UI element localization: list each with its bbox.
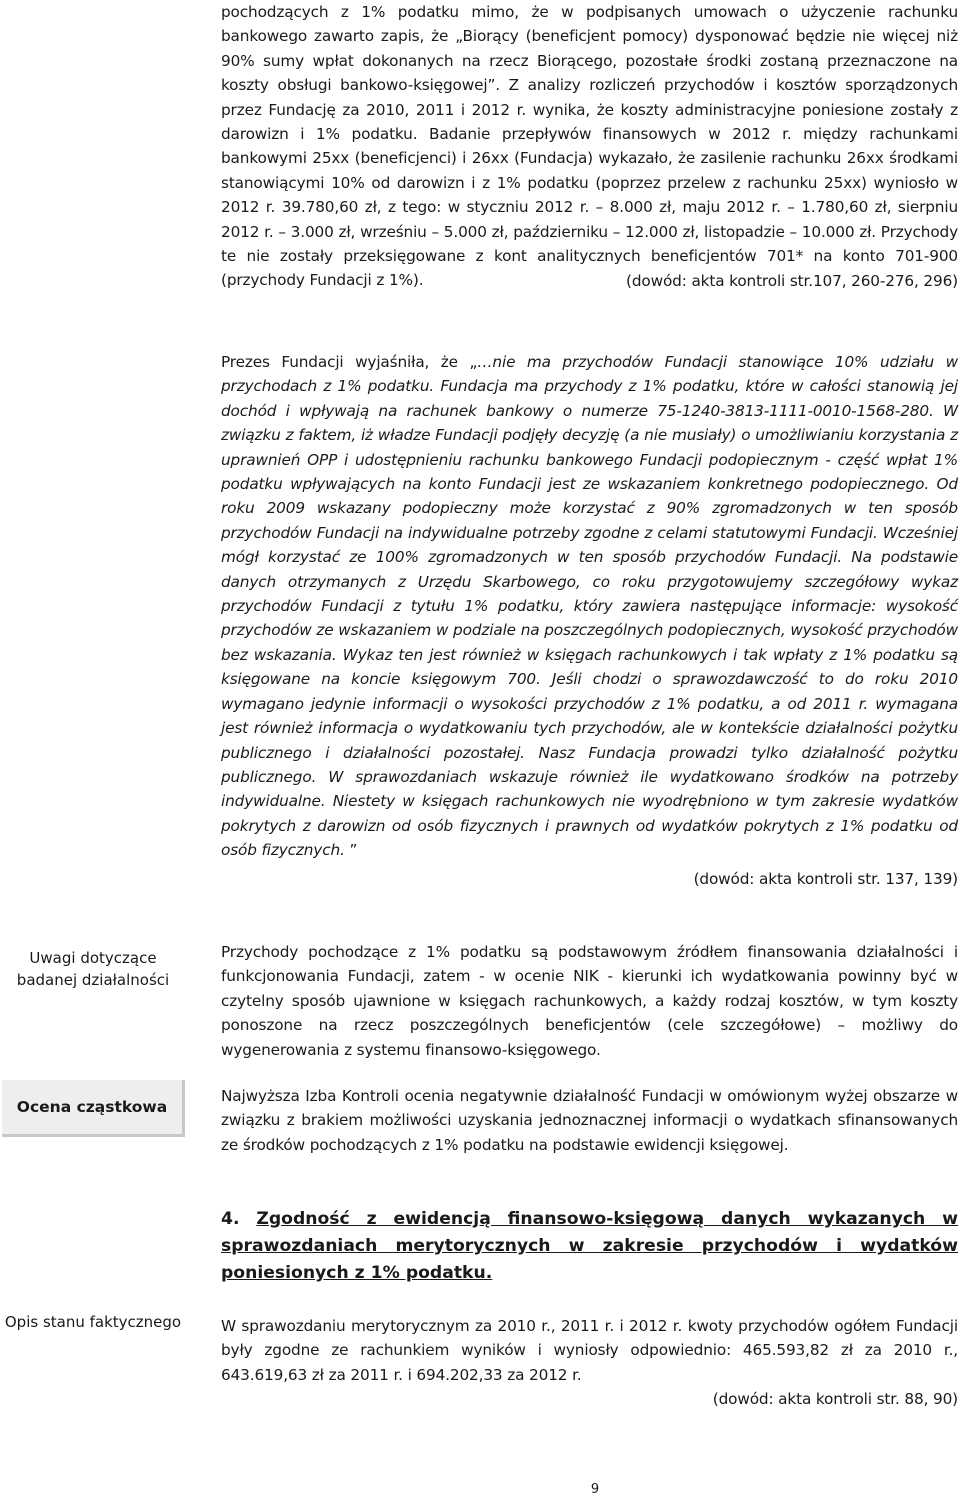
section-heading [221, 1206, 958, 1287]
paragraph-text: W sprawozdaniu merytorycznym za 2010 r., 2011 r. i 2012 r. kwoty przychodów ogółem Fundacji były zgodne ze rachunkiem wyników i wyniosły odpowiednio: 465.593,82 zł za 2010 r., 643.619,63 zł za 2011 r. i 694.202,33 za 2012 r. [221, 1317, 958, 1384]
side-label-facts: Opis stanu faktycznego [4, 1313, 182, 1331]
paragraph-explanation [221, 350, 958, 891]
paragraph-remarks [221, 940, 958, 1062]
evidence-reference: (dowód: akta kontroli str. 137, 139) [693, 869, 958, 888]
paragraph-text: Przychody pochodzące z 1% podatku są podstawowym źródłem finansowania działalności i funkcjonowania Fundacji, zatem - w ocenie NIK - kierunki ich wydatkowania powinny być w czytelny sposób ujawnione w księgach rachunkowych, a każdy rodzaj kosztów, w tym koszty ponoszone na rzecz poszczególnych beneficjentów (cele szczegółowe) – możliwy do wygenerowania z systemu finansowo-księgowego. [221, 943, 958, 1059]
paragraph-findings [221, 0, 958, 293]
explanation-close: ” [344, 841, 358, 860]
evidence-reference: (dowód: akta kontroli str. 88, 90) [712, 1390, 958, 1409]
paragraph-text: Najwyższa Izba Kontroli ocenia negatywnie działalność Fundacji w omówionym wyżej obszarze w związku z brakiem możliwości uzyskania jednoznacznej informacji o wydatkach sfinansowanych ze środków pochodzących z 1% podatku na podstawie ewidencji księgowej. [221, 1087, 958, 1154]
evidence-reference: (dowód: akta kontroli str.107, 260-276, 296) [626, 271, 958, 290]
paragraph-text: pochodzących z 1% podatku mimo, że w podpisanych umowach o użyczenie rachunku bankowego zawarto zapis, że „Biorący (beneficjent pomocy) dysponować będzie nie więcej niż 90% sumy wpłat dokonanych na rzecz Biorącego, pozostałe środki zostaną przeznaczone na koszty obsługi bankowo-księgowej”. Z analizy rozliczeń przychodów i kosztów sporządzonych przez Fundację za 2010, 2011 i 2012 r. wynika, że koszty administracyjne poniesione zostały z darowizn i 1% podatku. Badanie przepływów finansowych w 2012 r. między rachunkami bankowymi 25xx (beneficjenci) i 26xx (Fundacja) wykazało, że zasilenie rachunku 26xx środkami stanowiącymi 10% od darowizn i z 1% podatku (poprzez przelew z rachunku 25xx) wyniosło w 2012 r. 39.780,60 zł, z tego: w styczniu 2012 r. – 8.000 zł, maju 2012 r. – 1.780,60 zł, sierpniu 2012 r. – 3.000 zł, wrześniu – 5.000 zł, październiku – 12.000 zł, listopadzie – 10.000 zł. Przychody te nie zostały przeksięgowane z kont analitycznych beneficjentów 701* na konto 701-900 (przychody Fundacji z 1%). [221, 3, 958, 290]
section-title: Zgodność z ewidencją finansowo-księgową danych wykazanych w sprawozdaniach merytorycznych w zakresie przychodów i wydatków poniesionych z 1% podatku. [221, 1209, 959, 1283]
paragraph-facts [221, 1314, 958, 1412]
explanation-quote: …nie ma przychodów Fundacji stanowiące 10% udziału w przychodach z 1% podatku. Fundacja ma przychody z 1% podatku, które w całości stanowią jej dochód i wpływają na rachunek bankowy o numerze 75-1240-3813-1111-0010-1568-280. W związku z faktem, iż władze Fundacji podjęły decyzję (a nie musiały) o umożliwianiu korzystania z uprawnień OPP i udostępnieniu rachunku bankowego Fundacji podopiecznym - część wpłat 1% podatku wpływających na konto Fundacji jest ze wskazaniem konkretnego podopiecznego. Od roku 2009 wskazany podopieczny może korzystać z 90% zgromadzonych w ten sposób przychodów Fundacji na indywidualne potrzeby zgodne z celami statutowymi Fundacji. Wcześniej mógł korzystać ze 100% zgromadzonych w ten sposób przychodów Fundacji. Na podstawie danych otrzymanych z Urzędu Skarbowego, co roku przygotowujemy szczegółowy wykaz przychodów Fundacji z tytułu 1% podatku, który zawiera następujące informacje: wysokość przychodów ze wskazaniem w podziale na poszczególnych podopiecznych, wysokość przychodów bez wskazania. Wykaz ten jest również w księgach rachunkowych i tak wpłaty z 1% podatku są księgowane na koncie księgowym 700. Jeśli chodzi o sprawozdawczość to do roku 2010 wymagano jedynie informacji o wysokości przychodów z 1% podatku, a od 2011 r. wymagana jest również informacja o wydatkowaniu tych przychodów, ale w kontekście działalności pożytku publicznego i działalności pozostałej. Nasz Fundacja prowadzi tylko działalność pożytku publicznego. W sprawozdaniach wskazuje również ile wydatkowano środków na potrzeby indywidualne. Niestety w księgach rachunkowych nie wyodrębniono w tym zakresie wydatków pokrytych z darowizn od osób fizycznych i prawnych od wydatków pokrytych z 1% podatku od osób fizycznych. [221, 353, 958, 860]
page-number: 9 [590, 1482, 600, 1497]
side-label-assessment [2, 1080, 185, 1137]
side-label-assessment-text: Ocena cząstkowa [16, 1098, 168, 1116]
paragraph-assessment [221, 1084, 958, 1157]
side-label-remarks: Uwagi dotyczące badanej działalności [16, 949, 170, 989]
section-number: 4. [221, 1209, 240, 1229]
explanation-intro: Prezes Fundacji wyjaśniła, że „ [221, 353, 478, 371]
paragraph-text [221, 350, 958, 863]
